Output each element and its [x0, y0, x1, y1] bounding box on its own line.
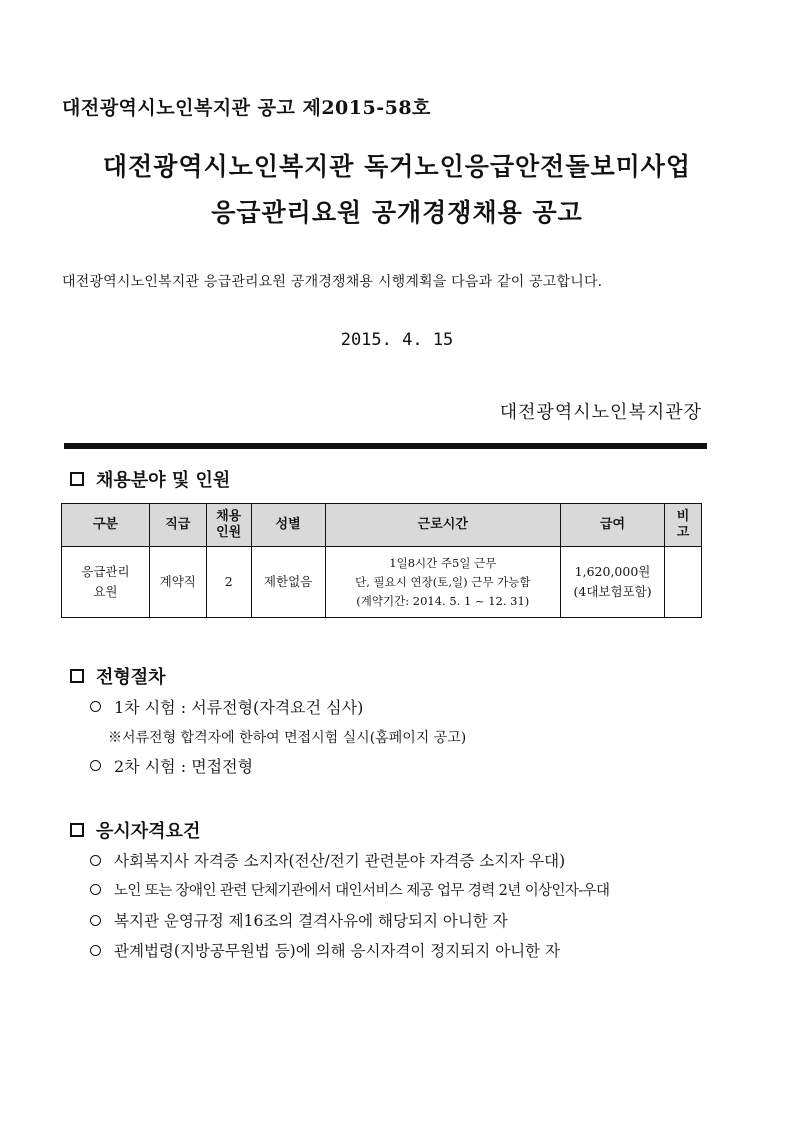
page-title-line2: 응급관리요원 공개경쟁채용 공고 [211, 198, 583, 227]
page-title-line1: 대전광역시노인복지관 독거노인응급안전돌보미사업 [102, 152, 692, 181]
hours-line1: 1일8시간 주5일 근무 [389, 555, 497, 570]
col-header-hours: 근로시간 [325, 504, 561, 547]
intro-text: 대전광역시노인복지관 응급관리요원 공개경쟁채용 시행계획을 다음과 같이 공고합니다. [62, 274, 603, 290]
circle-bullet-icon [90, 701, 101, 712]
cell-count: 2 [206, 547, 251, 618]
qualification-item: 노인 또는 장애인 관련 단체기관에서 대인서비스 제공 업무 경력 2년 이상인자-우대 [114, 883, 610, 899]
salary-line1: 1,620,000원 [574, 564, 651, 579]
circle-bullet-icon [90, 855, 101, 866]
qualification-item: 사회복지사 자격증 소지자(전산/전기 관련분야 자격증 소지자 우대) [114, 852, 566, 870]
cell-division: 응급관리 요원 [62, 547, 150, 618]
process-step2: 2차 시험 : 면접전형 [114, 757, 254, 776]
circle-bullet-icon [90, 760, 101, 771]
col-header-rank: 직급 [149, 504, 206, 547]
list-item [90, 695, 363, 718]
circle-bullet-icon [90, 915, 101, 926]
checkbox-square-icon [70, 472, 84, 486]
col-header-remarks: 비 고 [664, 504, 701, 547]
section-process-title: 전형절차 [96, 667, 166, 688]
cell-remarks [664, 547, 701, 618]
signature: 대전광역시노인복지관장 [499, 402, 702, 423]
list-item [90, 879, 609, 900]
section-qualification-heading [70, 817, 200, 843]
table-header-row [62, 504, 702, 547]
circle-bullet-icon [90, 945, 101, 956]
notice-number: 대전광역시노인복지관 공고 제2015-58호 [62, 97, 431, 119]
col-header-division: 구분 [62, 504, 150, 547]
cell-rank: 계약직 [149, 547, 206, 618]
process-step1: 1차 시험 : 서류전형(자격요건 심사) [114, 698, 364, 717]
process-note: ※서류전형 합격자에 한하여 면접시험 실시(홈페이지 공고) [108, 730, 467, 746]
cell-hours [325, 547, 561, 618]
checkbox-square-icon [70, 823, 84, 837]
list-item [90, 754, 253, 777]
notice-date: 2015. 4. 15 [340, 330, 454, 350]
recruit-table [61, 503, 702, 618]
hours-line3: (계약기간: 2014. 5. 1 ~ 12. 31) [356, 593, 530, 608]
cell-gender: 제한없음 [251, 547, 325, 618]
list-item [90, 849, 565, 871]
hours-line2: 단, 필요시 연장(토,일) 근무 가능함 [355, 574, 531, 589]
qualification-item: 관계법령(지방공무원법 등)에 의해 응시자격이 정지되지 아니한 자 [114, 942, 560, 960]
section-recruit-heading [70, 466, 230, 492]
section-recruit-title: 채용분야 및 인원 [96, 470, 231, 491]
col-header-count: 채용 인원 [206, 504, 251, 547]
qualification-item: 복지관 운영규정 제16조의 결격사유에 해당되지 아니한 자 [114, 912, 508, 930]
divider [64, 443, 707, 449]
circle-bullet-icon [90, 884, 101, 895]
list-item [90, 909, 508, 931]
section-qualification-title: 응시자격요건 [96, 821, 201, 842]
col-header-salary: 급여 [561, 504, 665, 547]
checkbox-square-icon [70, 669, 84, 683]
section-process-heading [70, 663, 166, 689]
table-row [62, 547, 702, 618]
col-header-gender: 성별 [251, 504, 325, 547]
list-item [90, 939, 560, 961]
cell-salary [561, 547, 665, 618]
salary-line2: (4대보험포함) [573, 584, 652, 599]
